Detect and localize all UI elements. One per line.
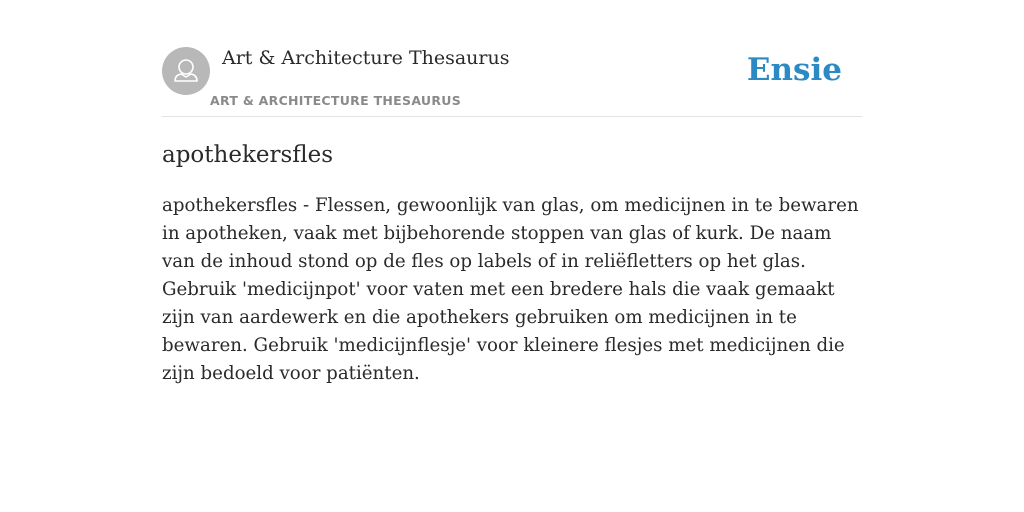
brand-logo[interactable]: Ensie: [746, 52, 842, 88]
page-header: [162, 0, 862, 117]
author-name[interactable]: Art & Architecture Thesaurus: [222, 47, 510, 69]
entry-definition: apothekersfles - Flessen, gewoonlijk van glas, om medicijnen in te bewaren in apotheken, vaak met bijbehorende stoppen van glas of kurk. De naam van de inhoud stond op de fles op labels of in reliëfletters op het glas. Gebruik 'medicijnpot' voor vaten met een bredere hals die vaak gemaakt zijn van aardewerk en die apothekers gebruiken om medicijnen in te bewaren. Gebruik 'medicijnflesje' voor kleinere flesjes met medicijnen die zijn bedoeld voor patiënten.: [162, 195, 859, 384]
entry-title: apothekersfles: [162, 142, 334, 168]
author-avatar[interactable]: [162, 47, 210, 95]
user-placeholder-icon: [162, 47, 210, 95]
author-subtitle[interactable]: ART & ARCHITECTURE THESAURUS: [210, 93, 462, 108]
